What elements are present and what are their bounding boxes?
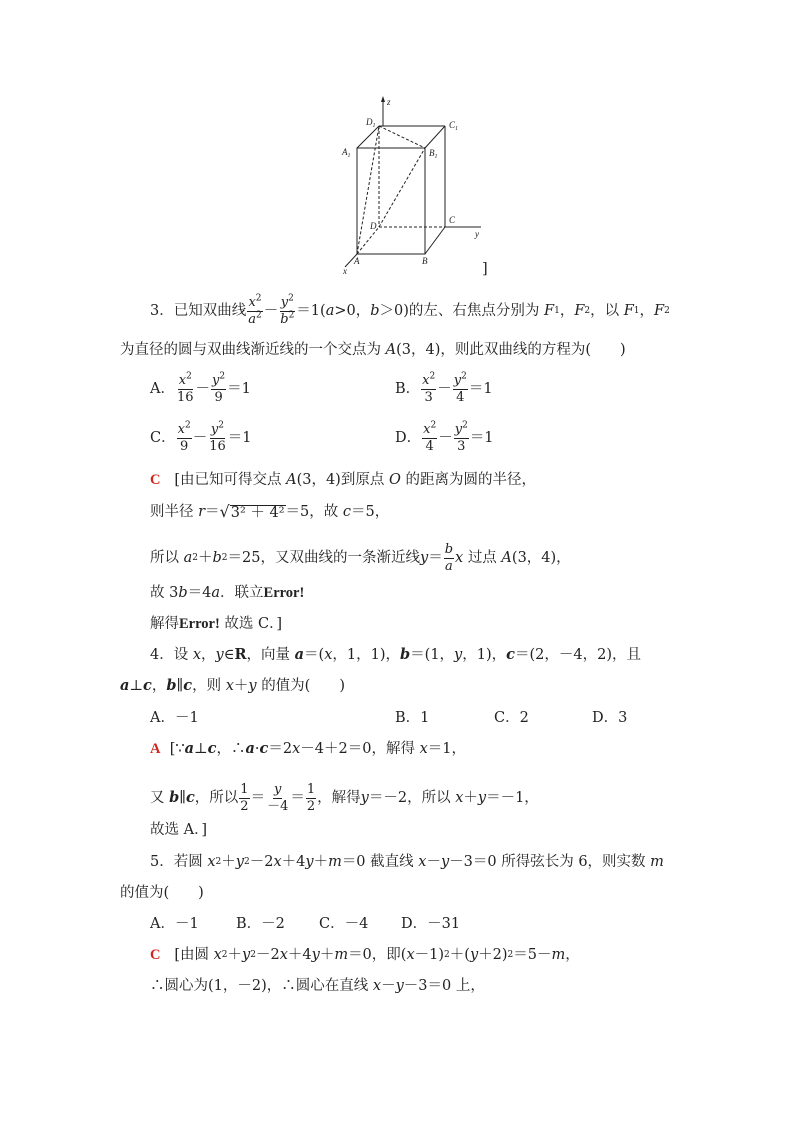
q3-stem-line1: 3． 已知双曲线 $\frac{x^2}{a^2}$ － $\frac{y^2}{b^2}$ ＝1( a >0， b ＞0)的左、右焦点分别为 F 1 ， F 2 ，以 F 1 ， F 2 [150, 293, 670, 327]
q5-option-a[interactable]: A．－1 [150, 916, 199, 932]
q4-answer: A [150, 741, 161, 757]
q5-option-c[interactable]: C．－4 [319, 916, 369, 932]
q3-option-a[interactable]: A． $\frac{x^2}{16}$ － $\frac{y^2}{9}$ ＝1 [150, 371, 251, 405]
q3-solution-line2: 则半径 r ＝ √ 3² ＋ 4² ＝5，故 c ＝5， [150, 502, 390, 521]
label-B: B [422, 256, 428, 266]
label-B1: $B_1$ [429, 148, 438, 160]
q5-option-b[interactable]: B．－2 [236, 916, 285, 932]
q4-option-d[interactable]: D．3 [592, 710, 628, 726]
label-x: x [343, 266, 347, 276]
front-face [357, 148, 425, 254]
q3-option-d[interactable]: D． $\frac{x^2}{4}$ － $\frac{y^2}{3}$ ＝1 [395, 420, 494, 454]
q5-solution-line2: ∴圆心为(1，－2)，∴圆心在直线 x － y －3＝0 上， [150, 978, 485, 994]
q4-solution-line1: A [∵ a ⊥ c ，∴ a · c ＝2 x －4＋2＝0，解得 x ＝1， [150, 740, 466, 757]
q4-stem-line2: a ⊥ c ， b ∥ c ，则 x ＋ y 的值为( ) [120, 677, 346, 694]
label-D1: $D_1$ [366, 117, 376, 129]
label-C: C [449, 215, 456, 225]
q3-answer: C [150, 472, 161, 488]
q3-option-c[interactable]: C． $\frac{x^2}{9}$ － $\frac{y^2}{16}$ ＝1 [150, 420, 252, 454]
q3-solution-line3: 所以 a 2 ＋ b 2 ＝25，又双曲线的一条渐近线 y ＝ $\frac{b}{a}$ x 过点 A (3，4)， [150, 542, 571, 574]
label-z: z [387, 97, 391, 107]
label-C1: $C_1$ [449, 120, 459, 132]
q5-option-d[interactable]: D．－31 [401, 916, 461, 932]
q4-stem-line1: 4． 设 x ， y ∈ R ，向量 a ＝( x ，1，1)， b ＝(1， y ，1)， c ＝(2，－4，2)，且 [150, 646, 641, 663]
q4-solution-line2: 又 b ∥ c ，所以 $\frac{1}{2}$ ＝ $\frac{y}{-4}$ ＝ $\frac{1}{2}$ ，解得 y ＝－2，所以 x ＋ y ＝－1， [150, 782, 539, 814]
figure-closing-bracket: ] [482, 261, 488, 277]
q5-stem-line2: 的值为( ) [120, 885, 204, 901]
q4-solution-line3: 故选 A．] [150, 822, 207, 838]
q4-option-b[interactable]: B．1 [395, 710, 430, 726]
label-D: D [370, 221, 377, 231]
label-A: A [354, 256, 360, 266]
cuboid-figure [335, 92, 500, 277]
q3-option-b[interactable]: B． $\frac{x^2}{3}$ － $\frac{y^2}{4}$ ＝1 [395, 371, 493, 405]
q4-option-c[interactable]: C．2 [494, 710, 529, 726]
q5-stem-line1: 5． 若圆 x 2 ＋ y 2 －2 x ＋4 y ＋ m ＝0 截直线 x － y －3＝0 所得弦长为 6，则实数 m [150, 854, 664, 870]
q5-solution-line1: C [由圆 x 2 ＋ y 2 －2 x ＋4 y ＋ m ＝0，即( x －1) 2 ＋( y ＋2) 2 ＝5－ m ， [150, 947, 580, 963]
q3-solution-line5: 解得 Error! 故选 C．] [150, 616, 283, 632]
q4-option-a[interactable]: A．－1 [150, 710, 199, 726]
label-y: y [475, 229, 479, 239]
q3-solution-line4: 故 3 b ＝4 a ．联立 Error! [150, 585, 305, 601]
q3-stem-line2: 为直径的圆与双曲线渐近线的一个交点为 A (3，4)，则此双曲线的方程为( ) [120, 342, 626, 358]
label-A1: $A_1$ [342, 147, 351, 159]
q3-solution-line1: C [由已知可得交点 A (3，4)到原点 O 的距离为圆的半径， [150, 472, 536, 488]
q5-answer: C [150, 947, 161, 963]
